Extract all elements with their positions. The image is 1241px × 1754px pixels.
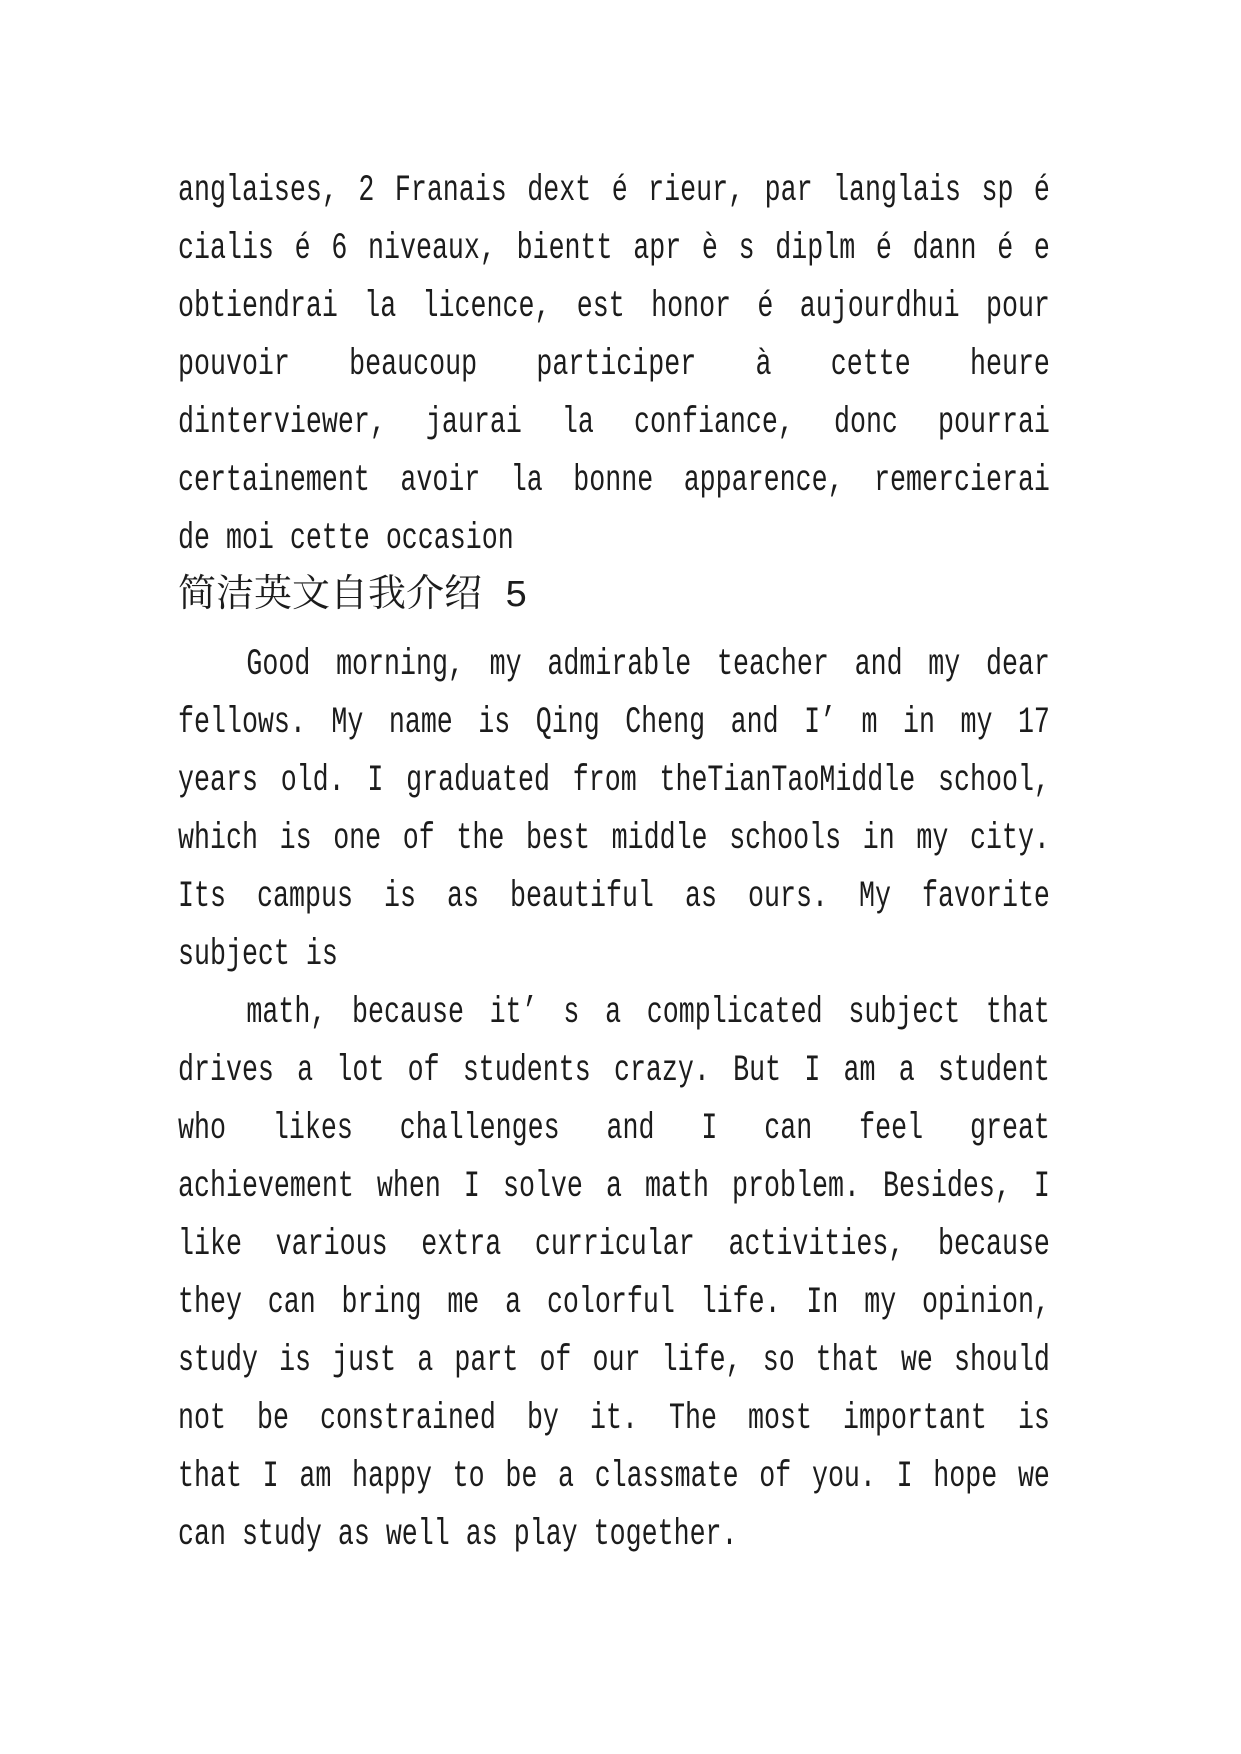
section-heading: 简洁英文自我介绍 5 xyxy=(178,575,528,618)
text-line: which is one of the best middle schools in my city. xyxy=(178,818,1050,860)
text-line: years old. I graduated from theTianTaoMiddle school, xyxy=(178,760,1050,802)
text-line: de moi cette occasion xyxy=(178,518,514,560)
text-line: subject is xyxy=(178,934,338,976)
text-line: cialis é 6 niveaux, bientt apr è s diplm é dann é e xyxy=(178,228,1050,270)
text-line: that I am happy to be a classmate of you. I hope we xyxy=(178,1456,1050,1498)
text-line: like various extra curricular activities, because xyxy=(178,1224,1050,1266)
paragraph-english-1 xyxy=(178,636,1241,984)
text-line: can study as well as play together. xyxy=(178,1514,738,1556)
text-line: who likes challenges and I can feel great xyxy=(178,1108,1050,1150)
text-line: math, because it’ s a complicated subject that xyxy=(246,992,1050,1034)
text-line: Good morning, my admirable teacher and my dear xyxy=(246,644,1050,686)
text-line: fellows. My name is Qing Cheng and I’ m in my 17 xyxy=(178,702,1050,744)
text-line: not be constrained by it. The most important is xyxy=(178,1398,1050,1440)
text-line: drives a lot of students crazy. But I am a student xyxy=(178,1050,1050,1092)
text-line: they can bring me a colorful life. In my opinion, xyxy=(178,1282,1050,1324)
text-line: dinterviewer, jaurai la confiance, donc pourrai xyxy=(178,402,1050,444)
text-line: Its campus is as beautiful as ours. My favorite xyxy=(178,876,1050,918)
paragraph-french xyxy=(178,162,1241,568)
text-line: obtiendrai la licence, est honor é aujourdhui pour xyxy=(178,286,1050,328)
text-line: certainement avoir la bonne apparence, remercierai xyxy=(178,460,1050,502)
text-line: pouvoir beaucoup participer à cette heure xyxy=(178,344,1050,386)
text-line: achievement when I solve a math problem. Besides, I xyxy=(178,1166,1050,1208)
text-line: anglaises, 2 Franais dext é rieur, par langlais sp é xyxy=(178,170,1050,212)
text-line: study is just a part of our life, so that we should xyxy=(178,1340,1050,1382)
paragraph-english-2 xyxy=(178,984,1241,1564)
